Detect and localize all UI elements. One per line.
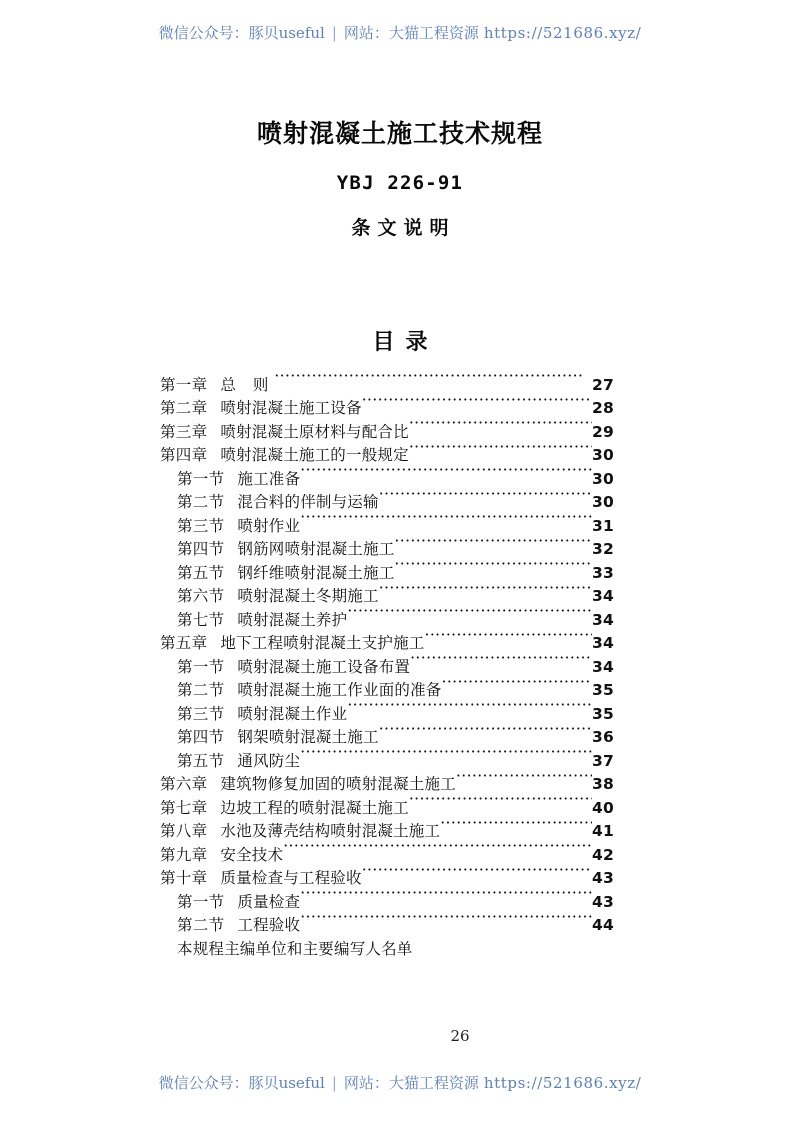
toc-entry-title: 本规程主编单位和主要编写人名单 [177, 939, 413, 958]
toc-entry-number: 第四章 [160, 446, 208, 464]
toc-entry-page: 36 [592, 728, 614, 746]
document-subtitle: 条文说明 [351, 217, 456, 239]
toc-entry-title: 工程验收 [237, 916, 301, 934]
toc-leader-dots [456, 766, 592, 790]
toc-entry-number: 第四节 [177, 728, 225, 746]
toc-heading: 目录 [372, 330, 439, 355]
toc-leader-dots [347, 695, 592, 719]
toc-entry-title: 总 则 [220, 375, 275, 394]
toc-entry-number: 第五节 [177, 751, 225, 770]
toc-entry-title: 喷射混凝土原材料与配合比 [220, 422, 409, 441]
toc-entry-page: 35 [592, 704, 614, 723]
toc-entry-title: 边坡工程的喷射混凝土施工 [220, 798, 409, 817]
toc-leader-dots [410, 648, 592, 672]
toc-entry-number: 第四节 [177, 540, 225, 558]
toc-entry-page: 27 [592, 375, 614, 394]
toc-entry-title: 喷射混凝土养护 [237, 610, 348, 629]
toc-entry-title: 水池及薄壳结构喷射混凝土施工 [220, 822, 441, 840]
toc-entry-page: 30 [592, 446, 614, 464]
toc-entry-page: 32 [592, 540, 614, 558]
header-watermark-url: https://521686.xyz/ [483, 24, 642, 42]
toc-entry-page: 41 [592, 822, 614, 840]
toc-entry-title: 建筑物修复加固的喷射混凝土施工 [220, 775, 456, 793]
toc-leader-dots [413, 930, 614, 954]
toc-entry-number: 第三节 [177, 516, 225, 535]
toc-entry-number: 第七章 [160, 798, 208, 817]
toc-entry-title: 混合料的伴制与运输 [237, 493, 379, 511]
toc-entry-title: 质量检查 [237, 892, 301, 911]
toc-entry-title: 钢筋网喷射混凝土施工 [237, 540, 395, 558]
toc-entry-number: 第八章 [160, 822, 208, 840]
toc-entry-number: 第二节 [177, 681, 225, 699]
toc-entry-page: 28 [592, 399, 614, 417]
toc-entry-number: 第一节 [177, 469, 225, 488]
toc-entry-page: 30 [592, 469, 614, 488]
toc-entry-page: 34 [592, 657, 614, 676]
toc-entry-number: 第三节 [177, 704, 225, 723]
toc-entry-number: 第五节 [177, 563, 225, 582]
toc-entry-page: 37 [592, 751, 614, 770]
toc-row[interactable] [160, 366, 614, 394]
toc-leader-dots [409, 437, 592, 461]
toc-leader-dots [379, 484, 592, 508]
header-watermark-separator: | [331, 24, 337, 42]
toc-entry-number: 第二章 [160, 399, 208, 417]
toc-entry-title: 喷射混凝土施工设备布置 [237, 657, 411, 676]
toc-leader-dots [394, 554, 592, 578]
toc-entry-number: 第十章 [160, 869, 208, 887]
footer-watermark-url: https://521686.xyz/ [483, 1074, 642, 1092]
toc-entry-title: 喷射混凝土施工设备 [220, 399, 362, 417]
toc-entry-page: 33 [592, 563, 614, 582]
toc-leader-dots [379, 719, 592, 743]
toc-leader-dots [379, 578, 592, 602]
toc-entry-page: 31 [592, 516, 614, 535]
toc-leader-dots [409, 413, 592, 437]
toc-entry-page: 35 [592, 681, 614, 699]
footer-watermark-site: 网站：大猫工程资源 [343, 1074, 479, 1092]
toc-leader-dots [300, 883, 592, 907]
toc-entry-title: 施工准备 [237, 469, 301, 488]
toc-leader-dots [394, 531, 592, 555]
toc-leader-dots [425, 625, 593, 649]
toc-entry-page: 34 [592, 587, 614, 605]
header-watermark-site: 网站：大猫工程资源 [343, 24, 479, 42]
toc-entry-title: 喷射混凝土作业 [237, 704, 348, 723]
toc-entry-page: 42 [592, 845, 614, 864]
toc-entry-page: 34 [592, 634, 614, 652]
toc-entry-title: 钢纤维喷射混凝土施工 [237, 563, 395, 582]
toc-entry-page: 43 [592, 869, 614, 887]
toc-entry-number: 第二节 [177, 493, 225, 511]
toc-entry-number: 第五章 [160, 634, 208, 652]
toc-entry-page: 43 [592, 892, 614, 911]
toc-leader-dots [274, 366, 583, 390]
header-watermark [0, 23, 800, 43]
toc-entry-title: 喷射混凝土施工作业面的准备 [237, 681, 442, 699]
document-title: 喷射混凝土施工技术规程 [256, 119, 543, 148]
toc-entry-title: 喷射混凝土施工的一般规定 [220, 446, 409, 464]
toc-entry-number: 第七节 [177, 610, 225, 629]
toc-leader-dots [409, 789, 592, 813]
toc-entry-page: 34 [592, 610, 614, 629]
toc-entry-page: 38 [592, 775, 614, 793]
toc-leader-dots [300, 507, 592, 531]
toc-list [160, 366, 614, 958]
toc-leader-dots [300, 907, 592, 931]
toc-entry-title: 喷射混凝土冬期施工 [237, 587, 379, 605]
toc-leader-dots [440, 813, 592, 837]
toc-entry-page: 40 [592, 798, 614, 817]
footer-watermark [0, 1073, 800, 1093]
toc-entry-number: 第九章 [160, 845, 208, 864]
toc-entry-number: 第一节 [177, 657, 225, 676]
toc-entry-number: 第六节 [177, 587, 225, 605]
toc-entry-number: 第一节 [177, 892, 225, 911]
toc-entry-title: 质量检查与工程验收 [220, 869, 362, 887]
toc-entry-title: 地下工程喷射混凝土支护施工 [220, 634, 425, 652]
toc-leader-dots [442, 672, 593, 696]
header-watermark-wechat: 微信公众号：豚贝useful [158, 24, 325, 42]
toc-entry-page: 44 [592, 916, 614, 934]
toc-entry-title: 通风防尘 [237, 751, 301, 770]
toc-entry-title: 安全技术 [220, 845, 284, 864]
toc-entry-title: 喷射作业 [237, 516, 301, 535]
toc-leader-dots [362, 860, 592, 884]
footer-watermark-wechat: 微信公众号：豚贝useful [158, 1074, 325, 1092]
toc-entry-page: 29 [592, 422, 614, 441]
footer-watermark-separator: | [331, 1074, 337, 1092]
toc-entry-page: 30 [592, 493, 614, 511]
page-folio: 26 [450, 1027, 470, 1045]
toc-entry-number: 第二节 [177, 916, 225, 934]
toc-entry-title: 钢架喷射混凝土施工 [237, 728, 379, 746]
toc-leader-dots [283, 836, 592, 860]
toc-leader-dots [362, 390, 592, 414]
toc-leader-dots [300, 460, 592, 484]
document-standard-code: YBJ 226-91 [336, 172, 464, 194]
toc-entry-number: 第三章 [160, 422, 208, 441]
toc-entry-number: 第六章 [160, 775, 208, 793]
toc-leader-dots [347, 601, 592, 625]
toc-entry-number: 第一章 [160, 375, 208, 394]
toc-leader-dots [300, 742, 592, 766]
